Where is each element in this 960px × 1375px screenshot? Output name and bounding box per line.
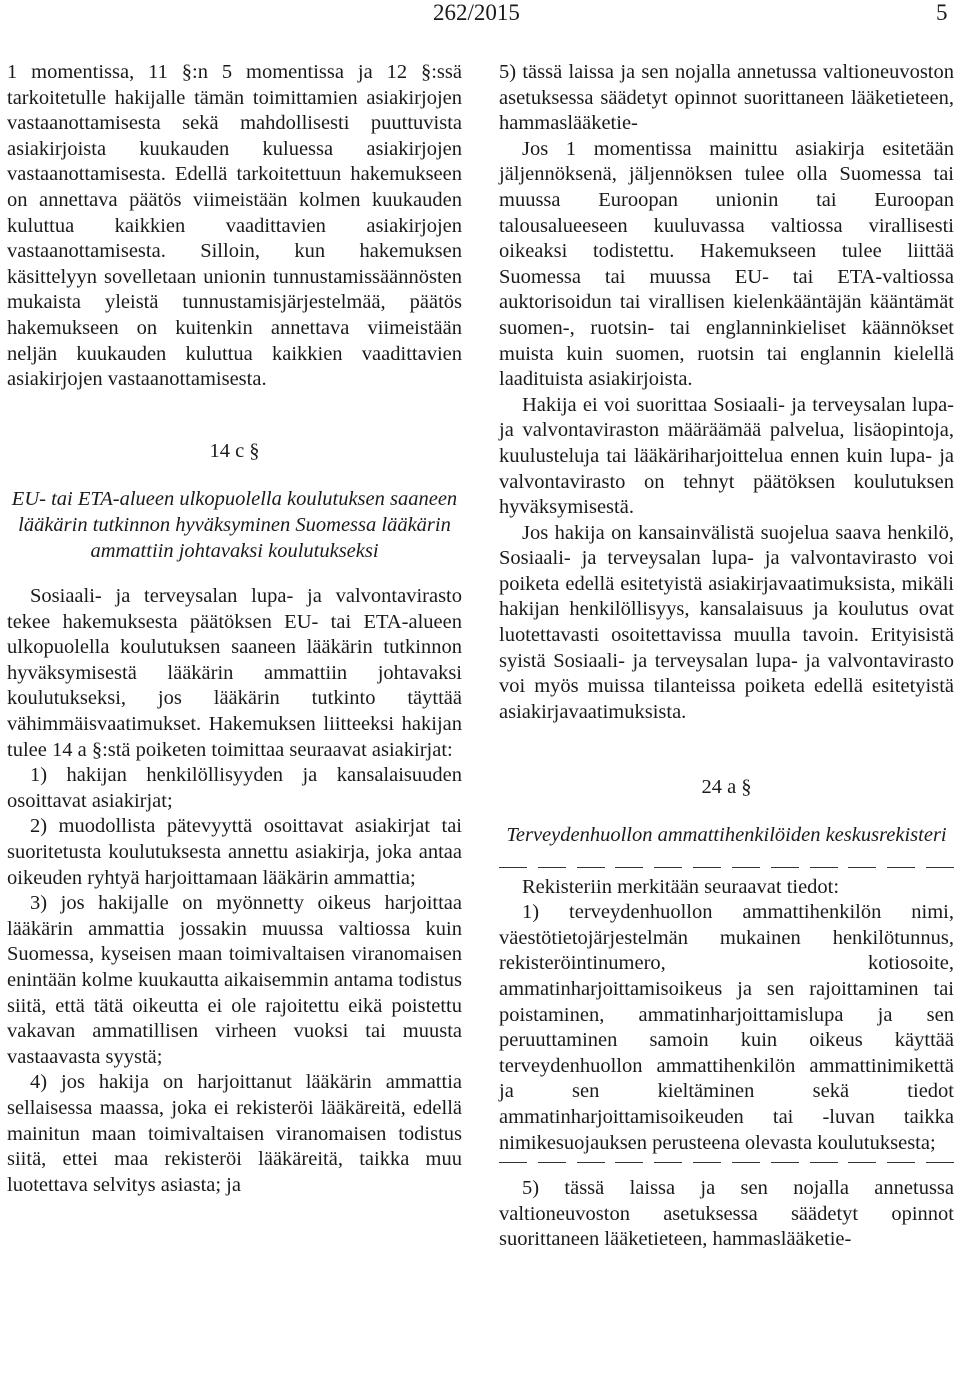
list-item: 2) muodollista pätevyyttä osoittavat asiakirjat tai suoritetusta koulutuksesta annettu asiakirja, joka antaa oikeuden ryhtyä harjoittamaan lääkärin ammattia; <box>7 815 462 889</box>
section-number: 14 c § <box>209 439 260 462</box>
list-item: 1) hakijan henkilöllisyyden ja kansalaisuuden osoittavat asiakirjat; <box>7 764 462 812</box>
left-column <box>7 60 462 1198</box>
section-heading: EU- tai ETA-alueen ulkopuolella koulutuksen saaneen lääkärin tutkinnon hyväksyminen Suomessa lääkärin ammattiin johtavaksi koulutukseksi <box>11 488 458 562</box>
paragraph: Sosiaali- ja terveysalan lupa- ja valvontavirasto tekee hakemuksesta päätöksen EU- tai ETA-alueen ulkopuolella koulutuksen saaneen lääkärin tutkinnon hyväksymisestä lääkärin ammattiin johtavaksi koulutukseksi, jos lääkärin tutkinto täyttää vähimmäisvaatimukset. Hakemuksen liitteeksi hakijan tulee 14 a §:stä poiketen toimittaa seuraavat asiakirjat: <box>7 585 462 761</box>
issue-number: 262/2015 <box>433 0 520 25</box>
list-item: 5) tässä laissa ja sen nojalla annetussa valtioneuvoston asetuksessa säädetyt opinnot suorittaneen lääketieteen, hammaslääketie- <box>499 61 954 135</box>
list-item: 3) jos hakijalle on myönnetty oikeus harjoittaa lääkärin ammattia jossakin muussa valtiossa kuin Suomessa, kyseisen maan toimivaltaisen viranomaisen enintään kolme kuukautta aikaisemmin antama todistus siitä, että tätä oikeutta ei ole rajoitettu eikä poistettu vakavan ammatillisen virheen vuoksi tai muusta vastaavasta syystä; <box>7 892 462 1068</box>
list-item: 1) terveydenhuollon ammattihenkilön nimi, väestötietojärjestelmän mukainen henkilötunnus, rekisteröintinumero, kotiosoite, ammatinharjoittamisoikeus ja sen rajoittaminen tai poistaminen, ammatinharjoittamislupa ja sen peruuttaminen samoin kuin oikeus käyttää terveydenhuollon ammattihenkilön ammattinimikettä ja sen kieltäminen sekä tiedot ammatinharjoittamisoikeuden tai -luvan taikka nimikesuojauksen perusteena olevasta koulutuksesta; <box>499 901 954 1154</box>
page-header <box>0 0 960 32</box>
paragraph: Jos 1 momentissa mainittu asiakirja esitetään jäljennöksenä, jäljennöksen tulee olla Suomessa tai muussa Euroopan unionin tai Euroopan talousalueeseen kuuluvassa valtiossa virallisesti oikeaksi todistettu. Hakemukseen tulee liittää Suomessa tai muussa EU- tai ETA-valtiossa auktorisoidun tai virallisen kielenkääntäjän kääntämät suomen-, ruotsin- tai englanninkieliset käännökset muista kuin suomen, ruotsin tai englannin kielellä laadituista asiakirjoista. <box>499 137 954 391</box>
section-number: 24 a § <box>701 776 752 799</box>
list-item: 5) tässä laissa ja sen nojalla annetussa valtioneuvoston asetuksessa säädetyt opinnot suorittaneen lääketieteen, hammaslääketie- <box>499 1177 954 1251</box>
page-number: 5 <box>936 0 948 25</box>
paragraph: Rekisteriin merkitään seuraavat tiedot: <box>522 875 840 898</box>
paragraph: Jos hakija on kansainvälistä suojelua saava henkilö, Sosiaali- ja terveysalan lupa- ja valvontavirasto voi poiketa edellä esitetyistä asiakirjavaatimuksista, mikäli hakijan henkilöllisyys, kansalaisuus ja koulutus ovat luotettavasti osoitettavissa muulla tavoin. Erityisistä syistä Sosiaali- ja terveysalan lupa- ja valvontavirasto voi myös muissa tilanteissa poiketa edellä esitetyistä asiakirjavaatimuksista. <box>499 521 954 723</box>
omission-dashes <box>499 861 954 875</box>
paragraph: 1 momentissa, 11 §:n 5 momentissa ja 12 §:ssä tarkoitetulle hakijalle tämän toimittamien asiakirjojen vastaanottamisesta sekä mahdollisesti puuttuvista asiakirjoista kuukauden kuluessa asiakirjojen vastaanottamisesta. Edellä tarkoitettuun hakemukseen on annettava päätös viimeistään kolmen kuukauden kuluttua kaikkien vaadittavien asiakirjojen vastaanottamisesta. Silloin, kun hakemuksen käsittelyyn sovelletaan unionin tunnustamissäännösten mukaista yleistä tunnustamisjärjestelmää, päätös hakemukseen on kuitenkin annettava viimeistään neljän kuukauden kuluttua kaikkien vaadittavien asiakirjojen vastaanottamisesta. <box>7 61 462 391</box>
list-item: 4) jos hakija on harjoittanut lääkärin ammattia sellaisessa maassa, joka ei rekisteröi lääkäreitä, edellä mainitun maan toimivaltaisen viranomaisen todistus siitä, ettei maa rekisteröi lääkäreitä, taikka muu luotettava selvitys asiasta; ja <box>7 1071 462 1196</box>
right-column <box>499 60 954 1253</box>
section-heading: Terveydenhuollon ammattihenkilöiden keskusrekisteri <box>506 824 947 847</box>
paragraph: Hakija ei voi suorittaa Sosiaali- ja terveysalan lupa- ja valvontaviraston määräämää palvelua, lisäopintoja, kuulusteluja tai lääkäriharjoittelua ennen kuin lupa- ja valvontavirasto on tehnyt päätöksen koulutuksen hyväksymisestä. <box>499 393 954 519</box>
omission-dashes <box>499 1156 954 1170</box>
